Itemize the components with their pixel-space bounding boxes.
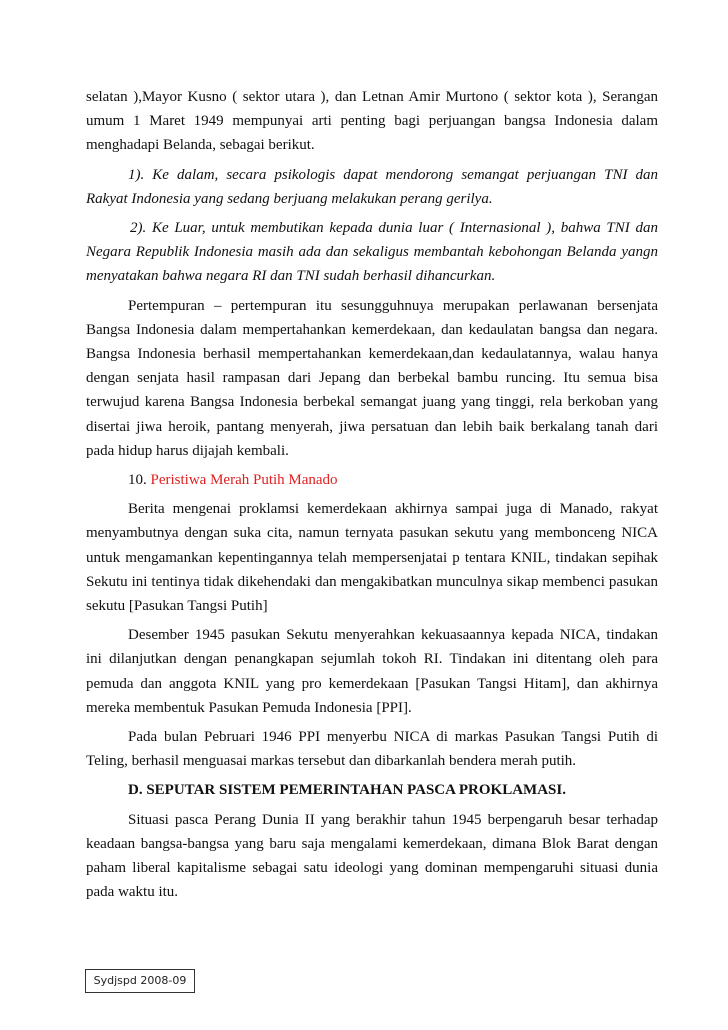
paragraph-pertempuran: Pertempuran – pertempuran itu sesungguhnuya merupakan perlawanan bersenjata Bangsa Indonesia dalam mempertahankan kemerdekaan, dan kedaulatan bangsa dan negara. Bangsa Indonesia berhasil mempertahankan kemerdekaan,dan kedaulatannya, walau hanya dengan senjata hasil rampasan dari Jepang dan berbekal bambu runcing. Itu semua bisa terwujud karena Bangsa Indonesia berbekal semangat juang yang tinggi, rela berkoban yang disertai jiwa heroik, pantang menyerah, jiwa persatuan dan lebih baik berkalang tanah dari pada hidup harus dijajah kembali.: [86, 297, 658, 459]
section-10-heading: [86, 468, 658, 492]
list-item-point-1: 1). Ke dalam, secara psikologis dapat mendorong semangat perjuangan TNI dan Rakyat Indonesia yang sedang berjuang melakukan perang gerilya.: [86, 166, 658, 207]
document-body: [86, 85, 658, 905]
paragraph-berita: Berita mengenai proklamsi kemerdekaan akhirnya sampai juga di Manado, rakyat menyambutnya dengan suka cita, namun ternyata pasukan sekutu yang membonceng NICA untuk mengamankan kepentingannya telah mempersenjatai p tentara KNIL, tindakan sepihak Sekutu ini tentinya tidak dikehendaki dan mengakibatkan munculnya sikap membenci pasukan sekutu [Pasukan Tangsi Putih]: [86, 501, 658, 615]
list-item-point-2: 2). Ke Luar, untuk membutikan kepada dunia luar ( Internasional ), bahwa TNI dan Negara Republik Indonesia masih ada dan sekaligus membantah kebohongan Belanda yangn menyatakan bahwa negara RI dan TNI sudah berhasil dihancurkan.: [86, 220, 658, 285]
paragraph-februari: Pada bulan Pebruari 1946 PPI menyerbu NICA di markas Pasukan Tangsi Putih di Teling, berhasil menguasai markas tersebut dan dibarkanlah bendera merah putih.: [86, 729, 658, 770]
section-d-heading: D. SEPUTAR SISTEM PEMERINTAHAN PASCA PROKLAMASI.: [128, 782, 566, 799]
paragraph-intro: selatan ),Mayor Kusno ( sektor utara ), dan Letnan Amir Murtono ( sektor kota ), Serangan umum 1 Maret 1949 mempunyai arti penting bagi perjuangan bangsa Indonesia dalam menghadapi Belanda, sebagai berikut.: [86, 89, 658, 154]
section-10-title: Peristiwa Merah Putih Manado: [150, 472, 338, 489]
section-10-number: 10.: [128, 472, 147, 489]
paragraph-situasi: Situasi pasca Perang Dunia II yang berakhir tahun 1945 berpengaruh besar terhadap keadaan bangsa-bangsa yang baru saja mengalami kemerdekaan, dimana Blok Barat dengan paham liberal kapitalisme sebagai satu ideologi yang dominan mempengaruhi situasi dunia pada waktu itu.: [86, 811, 658, 901]
footer-label: Sydjspd 2008-09: [85, 969, 195, 993]
paragraph-desember: Desember 1945 pasukan Sekutu menyerahkan kekuasaannya kepada NICA, tindakan ini dilanjutkan dengan penangkapan sejumlah tokoh RI. Tindakan ini ditentang oleh para pemuda dan anggota KNIL yang pro kemerdekaan [Pasukan Tangsi Hitam], dan akhirnya mereka membentuk Pasukan Pemuda Indonesia [PPI].: [86, 627, 658, 716]
